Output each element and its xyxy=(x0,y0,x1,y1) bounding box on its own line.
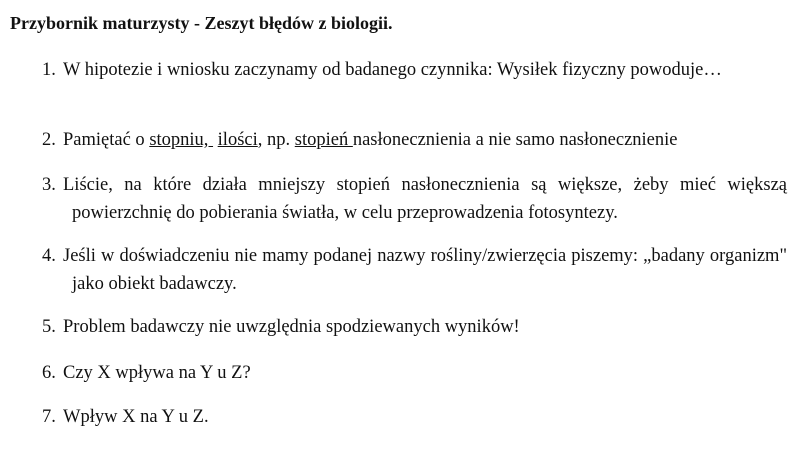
list-item-3 xyxy=(42,171,787,227)
item-number: 6. xyxy=(42,363,56,383)
item-number: 4. xyxy=(42,246,56,266)
item-number: 5. xyxy=(42,317,56,337)
item-number: 7. xyxy=(42,407,56,427)
list-item-2 xyxy=(42,126,787,154)
item-text: Problem badawczy nie uwzględnia spodziewanych wyników! xyxy=(63,317,520,337)
list-item-6 xyxy=(42,359,787,387)
item-text: Czy X wpływa na Y u Z? xyxy=(63,363,251,383)
item-text: Wpływ X na Y u Z. xyxy=(63,407,209,427)
underlined-segment: stopniu, xyxy=(149,130,214,150)
document-title: Przybornik maturzysty - Zeszyt błędów z biologii. xyxy=(10,13,393,33)
text-segment: nasłonecznienia a nie samo nasłonecznienie xyxy=(352,130,678,150)
item-text: Liście, na które działa mniejszy stopień nasłonecznienia są większe, żeby mieć większą powierzchnię do pobierania światła, w celu przeprowadzenia fotosyntezy. xyxy=(63,175,787,223)
text-segment: , np. xyxy=(257,130,295,150)
underlined-segment: ilości xyxy=(217,130,258,150)
item-text: Jeśli w doświadczeniu nie mamy podanej nazwy rośliny/zwierzęcia piszemy: „badany organizm" jako obiekt badawczy. xyxy=(63,246,787,294)
underlined-segment: stopień xyxy=(294,130,353,150)
list-item-4 xyxy=(42,242,787,298)
list-item-5 xyxy=(42,313,787,341)
text-segment: Pamiętać o xyxy=(63,130,150,150)
item-number: 3. xyxy=(42,175,56,195)
item-number: 1. xyxy=(42,60,56,80)
item-number: 2. xyxy=(42,130,56,150)
item-text xyxy=(63,126,787,154)
list-item-1 xyxy=(42,56,787,84)
item-text: W hipotezie i wniosku zaczynamy od badanego czynnika: Wysiłek fizyczny powoduje… xyxy=(63,60,722,80)
list-item-7 xyxy=(42,403,787,431)
